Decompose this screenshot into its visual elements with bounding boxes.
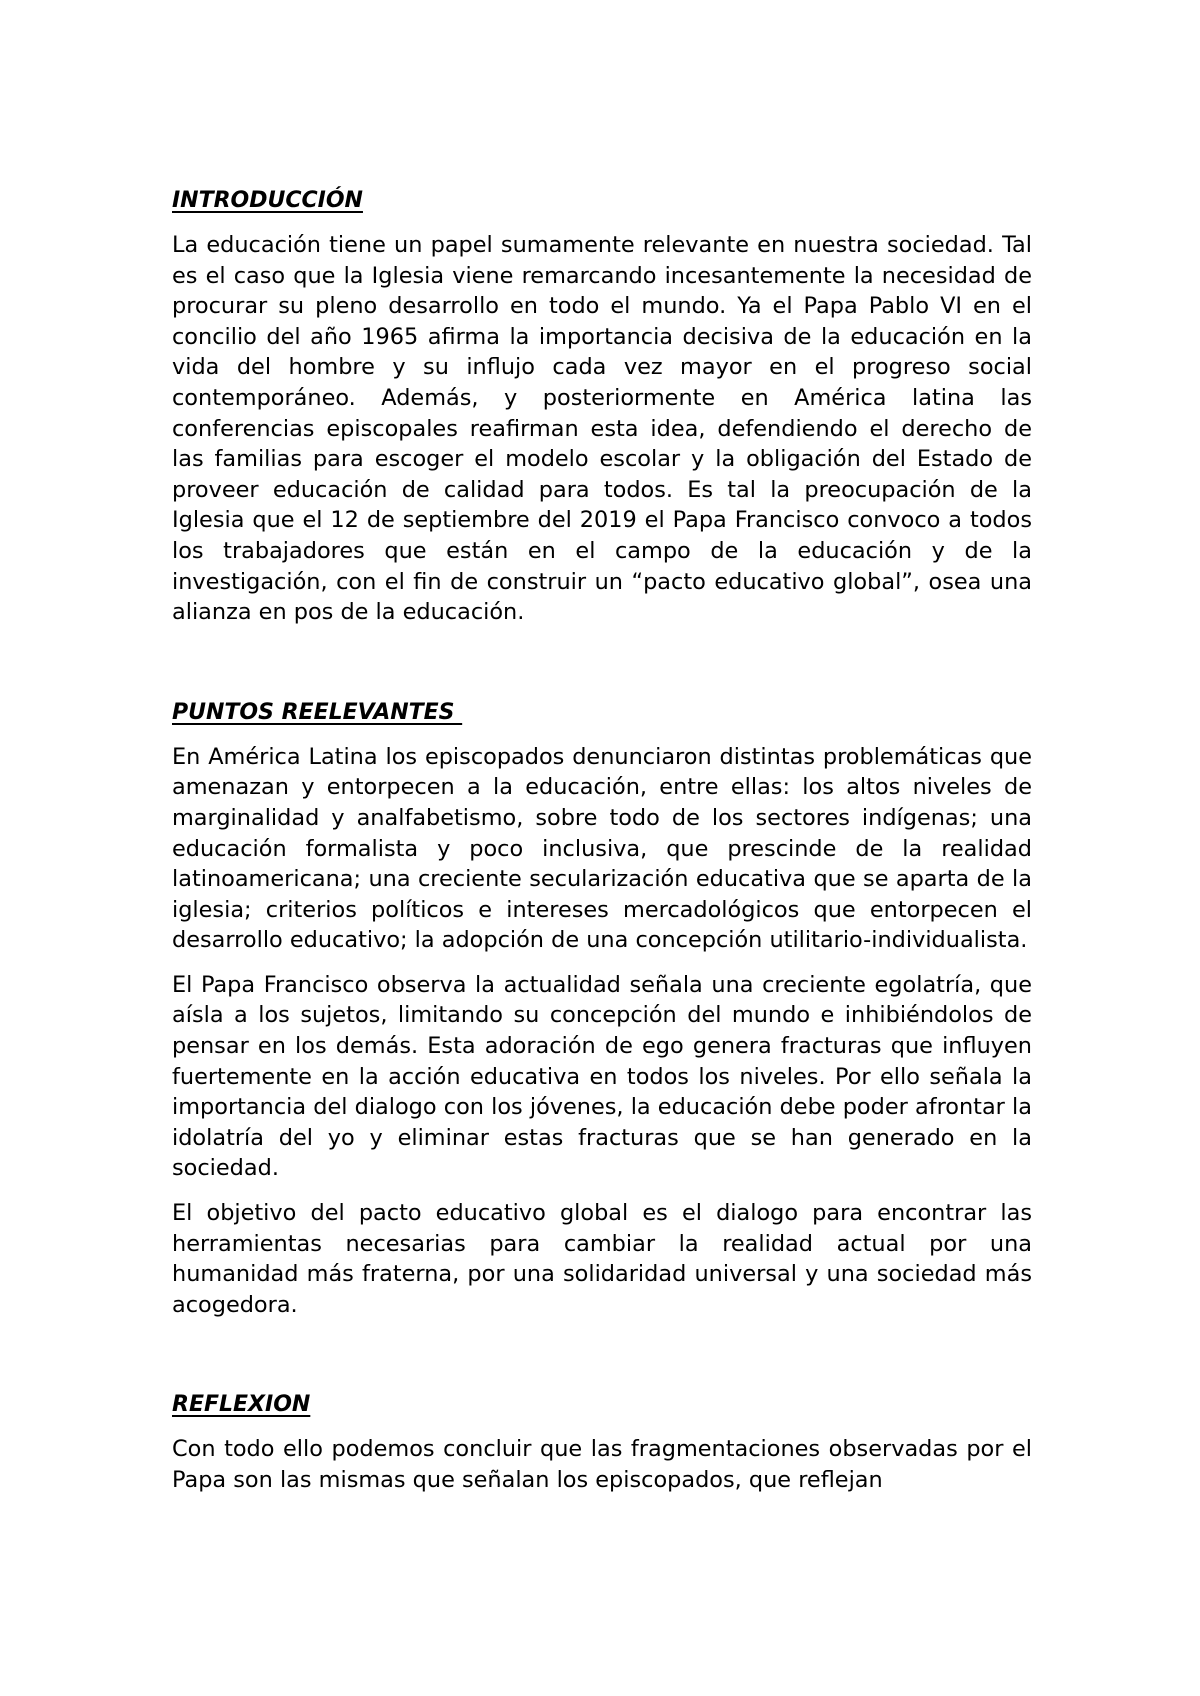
section-introduccion [172,186,1032,628]
section-spacer [172,642,1032,698]
paragraph: El objetivo del pacto educativo global es el dialogo para encontrar las herramientas necesarias para cambiar la realidad actual por una humanidad más fraterna, por una solidaridad universal y una sociedad más acogedora. [172,1200,1032,1318]
paragraph: En América Latina los episcopados denunciaron distintas problemáticas que amenazan y entorpecen a la educación, entre ellas: los altos niveles de marginalidad y analfabetismo, sobre todo de los sectores indígenas; una educación formalista y poco inclusiva, que prescinde de la realidad latinoamericana; una creciente secularización educativa que se aparta de la iglesia; criterios políticos e intereses mercadológicos que entorpecen el desarrollo educativo; la adopción de una concepción utilitario-individualista. [172,743,1032,954]
paragraph: Con todo ello podemos concluir que las fragmentaciones observadas por el Papa son las mismas que señalan los episcopados, que reflejan [172,1436,1032,1493]
section-heading: INTRODUCCIÓN [172,188,363,213]
paragraph: La educación tiene un papel sumamente relevante en nuestra sociedad. Tal es el caso que la Iglesia viene remarcando incesantemente la necesidad de procurar su pleno desarrollo en todo el mundo. Ya el Papa Pablo VI en el concilio del año 1965 afirma la importancia decisiva de la educación en la vida del hombre y su influjo cada vez mayor en el progreso social contemporáneo. Además, y posteriormente en América latina las conferencias episcopales reafirman esta idea, defendiendo el derecho de las familias para escoger el modelo escolar y la obligación del Estado de proveer educación de calidad para todos. Es tal la preocupación de la Iglesia que el 12 de septiembre del 2019 el Papa Francisco convoco a todos los trabajadores que están en el campo de la educación y de la investigación, con el fin de construir un “pacto educativo global”, osea una alianza en pos de la educación. [172,232,1032,626]
paragraph: El Papa Francisco observa la actualidad señala una creciente egolatría, que aísla a los sujetos, limitando su concepción del mundo e inhibiéndolos de pensar en los demás. Esta adoración de ego genera fracturas que influyen fuertemente en la acción educativa en todos los niveles. Por ello señala la importancia del dialogo con los jóvenes, la educación debe poder afrontar la idolatría del yo y eliminar estas fracturas que se han generado en la sociedad. [172,971,1032,1182]
section-reflexion [172,1390,1032,1495]
section-heading: REFLEXION [172,1392,311,1418]
section-spacer [172,1334,1032,1390]
section-puntos-reelevantes [172,698,1032,1321]
section-heading: PUNTOS REELEVANTES [172,699,463,725]
document-page [172,186,1032,1510]
